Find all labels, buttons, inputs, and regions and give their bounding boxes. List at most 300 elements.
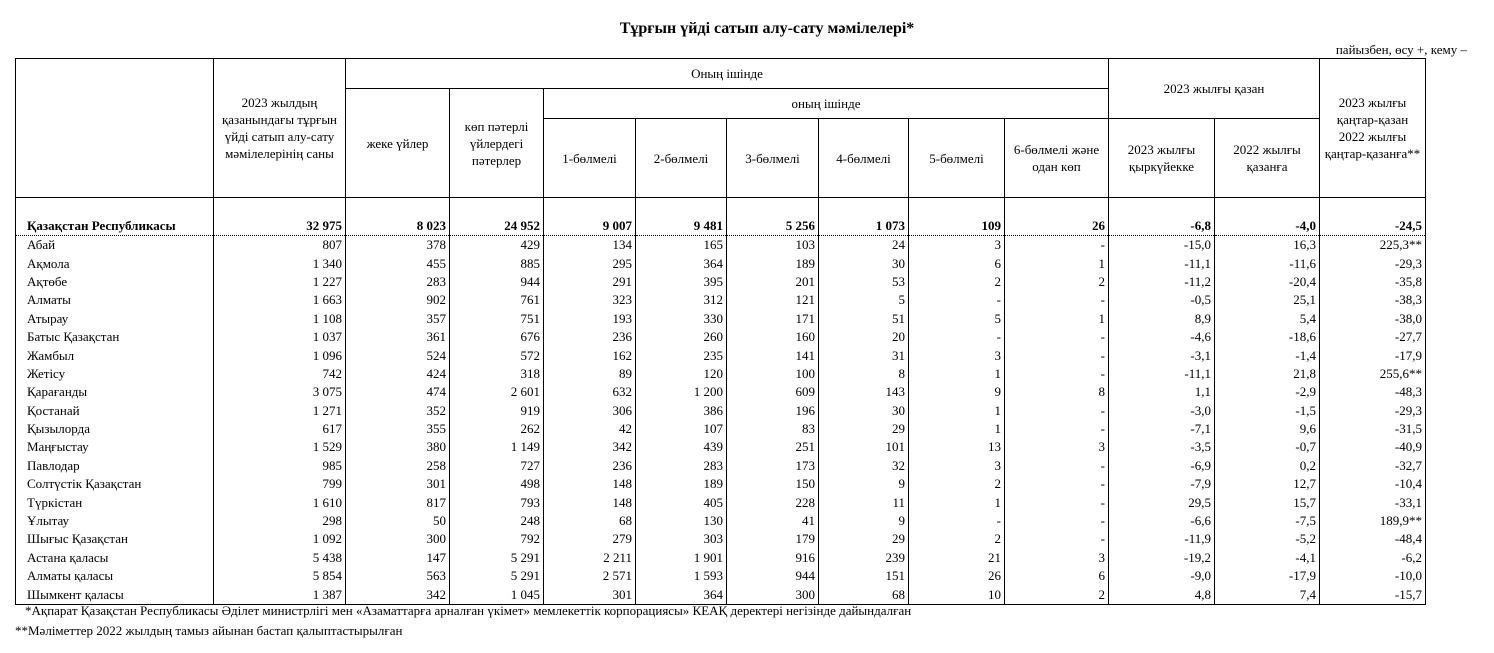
header-apartments: көп пәтерлі үйлердегі пәтерлер	[450, 89, 544, 198]
value-cell-total: 985	[214, 457, 346, 475]
value-cell-r4: 9	[819, 512, 909, 530]
value-cell-total: 1 610	[214, 493, 346, 511]
value-cell-r2: 165	[636, 236, 727, 255]
unit-note: пайызбен, өсу +, кему –	[1335, 42, 1467, 57]
value-cell-r5: 1	[909, 420, 1005, 438]
value-cell-r2: 120	[636, 365, 727, 383]
region-name-cell: Батыс Қазақстан	[16, 328, 214, 346]
value-cell-vs_oct22: -4,0	[1215, 198, 1320, 236]
value-cell-vs_oct22: -20,4	[1215, 273, 1320, 291]
value-cell-vs_oct22: -1,4	[1215, 346, 1320, 364]
value-cell-houses: 357	[346, 310, 450, 328]
value-cell-vs_oct22: 15,7	[1215, 493, 1320, 511]
value-cell-jan_oct: -29,3	[1320, 402, 1426, 420]
value-cell-r4: 239	[819, 549, 909, 567]
value-cell-vs_oct22: 25,1	[1215, 291, 1320, 309]
value-cell-r2: 395	[636, 273, 727, 291]
region-name-cell: Қостанай	[16, 402, 214, 420]
value-cell-r4: 30	[819, 402, 909, 420]
value-cell-jan_oct: -32,7	[1320, 457, 1426, 475]
value-cell-r4: 24	[819, 236, 909, 255]
value-cell-r3: 150	[727, 475, 819, 493]
value-cell-r5: 26	[909, 567, 1005, 585]
value-cell-total: 1 227	[214, 273, 346, 291]
value-cell-r1: 2 211	[544, 549, 636, 567]
value-cell-jan_oct: 225,3**	[1320, 236, 1426, 255]
header-of-which: Оның ішінде	[346, 59, 1109, 89]
table-row	[16, 567, 1426, 585]
value-cell-apartments: 1 149	[450, 438, 544, 456]
value-cell-houses: 352	[346, 402, 450, 420]
value-cell-vs_sep: 8,9	[1109, 310, 1215, 328]
value-cell-vs_sep: 4,8	[1109, 585, 1215, 604]
table-row	[16, 383, 1426, 401]
table-row-total	[16, 198, 1426, 236]
value-cell-r3: 160	[727, 328, 819, 346]
value-cell-vs_sep: 1,1	[1109, 383, 1215, 401]
value-cell-r6: -	[1005, 493, 1109, 511]
value-cell-vs_sep: -6,6	[1109, 512, 1215, 530]
page-title: Тұрғын үйді сатып алу-сату мәмілелері*	[619, 20, 915, 37]
value-cell-houses: 902	[346, 291, 450, 309]
value-cell-r3: 41	[727, 512, 819, 530]
value-cell-apartments: 751	[450, 310, 544, 328]
value-cell-apartments: 5 291	[450, 567, 544, 585]
value-cell-r3: 944	[727, 567, 819, 585]
value-cell-jan_oct: -15,7	[1320, 585, 1426, 604]
value-cell-houses: 817	[346, 493, 450, 511]
value-cell-r2: 1 200	[636, 383, 727, 401]
value-cell-houses: 455	[346, 254, 450, 272]
table-row	[16, 365, 1426, 383]
value-cell-jan_oct: -48,3	[1320, 383, 1426, 401]
value-cell-r5: 5	[909, 310, 1005, 328]
value-cell-r3: 141	[727, 346, 819, 364]
value-cell-vs_oct22: -0,7	[1215, 438, 1320, 456]
value-cell-apartments: 1 045	[450, 585, 544, 604]
value-cell-houses: 283	[346, 273, 450, 291]
value-cell-vs_sep: -7,1	[1109, 420, 1215, 438]
value-cell-apartments: 919	[450, 402, 544, 420]
value-cell-r4: 29	[819, 420, 909, 438]
header-total-deals: 2023 жылдың қазанындағы тұрғын үйді сатып алу-сату мәмілелерінің саны	[214, 59, 346, 198]
value-cell-r1: 306	[544, 402, 636, 420]
value-cell-houses: 424	[346, 365, 450, 383]
value-cell-vs_oct22: -4,1	[1215, 549, 1320, 567]
value-cell-apartments: 793	[450, 493, 544, 511]
value-cell-houses: 380	[346, 438, 450, 456]
value-cell-vs_sep: -3,0	[1109, 402, 1215, 420]
value-cell-jan_oct: 189,9**	[1320, 512, 1426, 530]
header-oct-2023: 2023 жылғы қазан	[1109, 59, 1320, 119]
value-cell-vs_sep: -3,1	[1109, 346, 1215, 364]
value-cell-total: 32 975	[214, 198, 346, 236]
value-cell-vs_oct22: 21,8	[1215, 365, 1320, 383]
value-cell-houses: 8 023	[346, 198, 450, 236]
value-cell-r6: -	[1005, 328, 1109, 346]
value-cell-r5: -	[909, 328, 1005, 346]
value-cell-r2: 1 593	[636, 567, 727, 585]
value-cell-r6: 1	[1005, 310, 1109, 328]
region-name-cell: Ақтөбе	[16, 273, 214, 291]
value-cell-r5: 6	[909, 254, 1005, 272]
value-cell-r5: 10	[909, 585, 1005, 604]
value-cell-houses: 147	[346, 549, 450, 567]
value-cell-jan_oct: -35,8	[1320, 273, 1426, 291]
value-cell-r1: 193	[544, 310, 636, 328]
value-cell-r6: -	[1005, 236, 1109, 255]
header-private-houses: жеке үйлер	[346, 89, 450, 198]
table-row	[16, 457, 1426, 475]
value-cell-r5: 3	[909, 236, 1005, 255]
value-cell-r2: 405	[636, 493, 727, 511]
region-name-cell: Шымкент қаласы	[16, 585, 214, 604]
header-rooms-4: 4-бөлмелі	[819, 119, 909, 198]
value-cell-r4: 29	[819, 530, 909, 548]
value-cell-vs_oct22: -7,5	[1215, 512, 1320, 530]
header-vs-sep-2023: 2023 жылғы қыркүйекке	[1109, 119, 1215, 198]
value-cell-jan_oct: -17,9	[1320, 346, 1426, 364]
value-cell-r2: 330	[636, 310, 727, 328]
value-cell-total: 1 092	[214, 530, 346, 548]
value-cell-total: 5 854	[214, 567, 346, 585]
value-cell-apartments: 248	[450, 512, 544, 530]
value-cell-total: 298	[214, 512, 346, 530]
table-body	[16, 198, 1426, 605]
value-cell-apartments: 885	[450, 254, 544, 272]
value-cell-r5: 2	[909, 475, 1005, 493]
value-cell-r4: 30	[819, 254, 909, 272]
value-cell-vs_sep: -15,0	[1109, 236, 1215, 255]
value-cell-total: 3 075	[214, 383, 346, 401]
value-cell-r2: 364	[636, 254, 727, 272]
value-cell-r1: 236	[544, 457, 636, 475]
value-cell-vs_sep: -11,2	[1109, 273, 1215, 291]
value-cell-r2: 364	[636, 585, 727, 604]
value-cell-r1: 9 007	[544, 198, 636, 236]
header-of-which-sub: оның ішінде	[544, 89, 1109, 119]
data-footnote: **Мәліметтер 2022 жылдың тамыз айынан бастап қалыптастырылған	[15, 623, 403, 638]
value-cell-r4: 143	[819, 383, 909, 401]
value-cell-r5: 2	[909, 273, 1005, 291]
table-row	[16, 530, 1426, 548]
value-cell-apartments: 2 601	[450, 383, 544, 401]
value-cell-r6: -	[1005, 420, 1109, 438]
value-cell-vs_oct22: -18,6	[1215, 328, 1320, 346]
value-cell-r3: 916	[727, 549, 819, 567]
value-cell-r3: 196	[727, 402, 819, 420]
value-cell-vs_sep: -19,2	[1109, 549, 1215, 567]
value-cell-r3: 189	[727, 254, 819, 272]
value-cell-r3: 100	[727, 365, 819, 383]
value-cell-apartments: 792	[450, 530, 544, 548]
value-cell-jan_oct: -24,5	[1320, 198, 1426, 236]
value-cell-r2: 312	[636, 291, 727, 309]
value-cell-apartments: 429	[450, 236, 544, 255]
value-cell-r3: 173	[727, 457, 819, 475]
region-name-cell: Қазақстан Республикасы	[16, 198, 214, 236]
value-cell-houses: 300	[346, 530, 450, 548]
value-cell-r6: -	[1005, 512, 1109, 530]
value-cell-total: 1 108	[214, 310, 346, 328]
value-cell-houses: 355	[346, 420, 450, 438]
value-cell-r6: -	[1005, 530, 1109, 548]
region-name-cell: Қарағанды	[16, 383, 214, 401]
value-cell-vs_sep: -11,9	[1109, 530, 1215, 548]
value-cell-vs_sep: -3,5	[1109, 438, 1215, 456]
header-vs-oct-2022: 2022 жылғы қазанға	[1215, 119, 1320, 198]
value-cell-r5: -	[909, 512, 1005, 530]
value-cell-jan_oct: -48,4	[1320, 530, 1426, 548]
value-cell-r2: 439	[636, 438, 727, 456]
value-cell-total: 617	[214, 420, 346, 438]
value-cell-r3: 83	[727, 420, 819, 438]
region-name-cell: Түркістан	[16, 493, 214, 511]
value-cell-total: 5 438	[214, 549, 346, 567]
value-cell-r4: 32	[819, 457, 909, 475]
region-name-cell: Атырау	[16, 310, 214, 328]
value-cell-r4: 53	[819, 273, 909, 291]
table-row	[16, 310, 1426, 328]
value-cell-jan_oct: 255,6**	[1320, 365, 1426, 383]
value-cell-houses: 301	[346, 475, 450, 493]
table-row	[16, 549, 1426, 567]
value-cell-apartments: 24 952	[450, 198, 544, 236]
value-cell-r1: 89	[544, 365, 636, 383]
value-cell-r4: 51	[819, 310, 909, 328]
value-cell-apartments: 676	[450, 328, 544, 346]
value-cell-r5: 13	[909, 438, 1005, 456]
region-name-cell: Шығыс Қазақстан	[16, 530, 214, 548]
value-cell-r3: 5 256	[727, 198, 819, 236]
region-name-cell: Солтүстік Қазақстан	[16, 475, 214, 493]
value-cell-r2: 303	[636, 530, 727, 548]
value-cell-r3: 171	[727, 310, 819, 328]
value-cell-r2: 235	[636, 346, 727, 364]
value-cell-total: 1 663	[214, 291, 346, 309]
value-cell-houses: 563	[346, 567, 450, 585]
table-row	[16, 328, 1426, 346]
value-cell-r1: 295	[544, 254, 636, 272]
value-cell-houses: 378	[346, 236, 450, 255]
value-cell-r3: 121	[727, 291, 819, 309]
region-name-cell: Жамбыл	[16, 346, 214, 364]
value-cell-vs_oct22: -17,9	[1215, 567, 1320, 585]
value-cell-vs_oct22: 9,6	[1215, 420, 1320, 438]
value-cell-r3: 300	[727, 585, 819, 604]
region-name-cell: Алматы қаласы	[16, 567, 214, 585]
value-cell-r4: 68	[819, 585, 909, 604]
value-cell-r2: 386	[636, 402, 727, 420]
value-cell-vs_sep: 29,5	[1109, 493, 1215, 511]
value-cell-total: 807	[214, 236, 346, 255]
header-jan-oct: 2023 жылғы қаңтар-қазан 2022 жылғы қаңтар-қазанға**	[1320, 59, 1426, 198]
region-name-cell: Жетісу	[16, 365, 214, 383]
value-cell-r3: 228	[727, 493, 819, 511]
value-cell-r1: 2 571	[544, 567, 636, 585]
region-name-cell: Ұлытау	[16, 512, 214, 530]
value-cell-vs_oct22: 7,4	[1215, 585, 1320, 604]
value-cell-total: 1 340	[214, 254, 346, 272]
value-cell-vs_oct22: -2,9	[1215, 383, 1320, 401]
value-cell-r5: 2	[909, 530, 1005, 548]
value-cell-apartments: 318	[450, 365, 544, 383]
region-name-cell: Астана қаласы	[16, 549, 214, 567]
source-footnote: *Ақпарат Қазақстан Республикасы Әділет министрлігі мен «Азаматтарға арналған үкімет» мемлекеттік корпорациясы» КЕАҚ деректері негізінде дайындалған	[25, 603, 912, 618]
value-cell-r4: 8	[819, 365, 909, 383]
table-row	[16, 475, 1426, 493]
region-name-cell: Абай	[16, 236, 214, 255]
value-cell-vs_sep: -11,1	[1109, 365, 1215, 383]
value-cell-jan_oct: -10,0	[1320, 567, 1426, 585]
value-cell-r1: 342	[544, 438, 636, 456]
table-row	[16, 438, 1426, 456]
value-cell-vs_oct22: -11,6	[1215, 254, 1320, 272]
table-row	[16, 291, 1426, 309]
value-cell-jan_oct: -6,2	[1320, 549, 1426, 567]
header-rooms-1: 1-бөлмелі	[544, 119, 636, 198]
value-cell-houses: 524	[346, 346, 450, 364]
value-cell-r6: 3	[1005, 549, 1109, 567]
value-cell-r1: 148	[544, 475, 636, 493]
value-cell-apartments: 761	[450, 291, 544, 309]
value-cell-r3: 609	[727, 383, 819, 401]
value-cell-apartments: 572	[450, 346, 544, 364]
value-cell-vs_oct22: 0,2	[1215, 457, 1320, 475]
value-cell-r1: 291	[544, 273, 636, 291]
table-row	[16, 493, 1426, 511]
value-cell-r6: 26	[1005, 198, 1109, 236]
table-row	[16, 512, 1426, 530]
value-cell-r1: 68	[544, 512, 636, 530]
value-cell-r5: 3	[909, 346, 1005, 364]
header-rooms-5: 5-бөлмелі	[909, 119, 1005, 198]
housing-deals-table	[15, 58, 1426, 605]
value-cell-r1: 236	[544, 328, 636, 346]
value-cell-jan_oct: -33,1	[1320, 493, 1426, 511]
value-cell-r5: 109	[909, 198, 1005, 236]
value-cell-r3: 179	[727, 530, 819, 548]
value-cell-jan_oct: -27,7	[1320, 328, 1426, 346]
region-name-cell: Маңғыстау	[16, 438, 214, 456]
header-region	[16, 59, 214, 198]
value-cell-r4: 101	[819, 438, 909, 456]
value-cell-r3: 201	[727, 273, 819, 291]
value-cell-jan_oct: -40,9	[1320, 438, 1426, 456]
value-cell-r6: -	[1005, 402, 1109, 420]
value-cell-r2: 260	[636, 328, 727, 346]
value-cell-r6: -	[1005, 365, 1109, 383]
value-cell-houses: 342	[346, 585, 450, 604]
value-cell-r1: 134	[544, 236, 636, 255]
value-cell-vs_oct22: -1,5	[1215, 402, 1320, 420]
value-cell-r3: 251	[727, 438, 819, 456]
value-cell-r5: 9	[909, 383, 1005, 401]
table-row	[16, 273, 1426, 291]
value-cell-r4: 9	[819, 475, 909, 493]
value-cell-r1: 162	[544, 346, 636, 364]
value-cell-r4: 31	[819, 346, 909, 364]
header-rooms-2: 2-бөлмелі	[636, 119, 727, 198]
value-cell-r6: 1	[1005, 254, 1109, 272]
value-cell-apartments: 944	[450, 273, 544, 291]
value-cell-total: 1 096	[214, 346, 346, 364]
value-cell-r2: 283	[636, 457, 727, 475]
value-cell-total: 1 529	[214, 438, 346, 456]
value-cell-r5: 1	[909, 493, 1005, 511]
value-cell-r6: 8	[1005, 383, 1109, 401]
value-cell-r4: 20	[819, 328, 909, 346]
value-cell-r5: 3	[909, 457, 1005, 475]
value-cell-r5: 1	[909, 402, 1005, 420]
value-cell-apartments: 727	[450, 457, 544, 475]
value-cell-r2: 1 901	[636, 549, 727, 567]
value-cell-vs_sep: -0,5	[1109, 291, 1215, 309]
value-cell-r6: 2	[1005, 585, 1109, 604]
value-cell-apartments: 262	[450, 420, 544, 438]
value-cell-r6: -	[1005, 475, 1109, 493]
value-cell-r1: 301	[544, 585, 636, 604]
value-cell-vs_oct22: 12,7	[1215, 475, 1320, 493]
value-cell-vs_sep: -9,0	[1109, 567, 1215, 585]
value-cell-r1: 148	[544, 493, 636, 511]
value-cell-apartments: 498	[450, 475, 544, 493]
value-cell-houses: 258	[346, 457, 450, 475]
value-cell-r2: 189	[636, 475, 727, 493]
table-row	[16, 236, 1426, 255]
value-cell-r1: 632	[544, 383, 636, 401]
table-row	[16, 585, 1426, 604]
value-cell-r5: -	[909, 291, 1005, 309]
value-cell-r2: 130	[636, 512, 727, 530]
value-cell-r6: -	[1005, 457, 1109, 475]
value-cell-jan_oct: -31,5	[1320, 420, 1426, 438]
header-rooms-6plus: 6-бөлмелі және одан көп	[1005, 119, 1109, 198]
value-cell-apartments: 5 291	[450, 549, 544, 567]
value-cell-r4: 1 073	[819, 198, 909, 236]
value-cell-vs_oct22: 5,4	[1215, 310, 1320, 328]
value-cell-vs_sep: -11,1	[1109, 254, 1215, 272]
value-cell-total: 1 271	[214, 402, 346, 420]
value-cell-vs_sep: -6,9	[1109, 457, 1215, 475]
value-cell-houses: 474	[346, 383, 450, 401]
value-cell-r4: 5	[819, 291, 909, 309]
value-cell-jan_oct: -29,3	[1320, 254, 1426, 272]
value-cell-r6: -	[1005, 346, 1109, 364]
value-cell-r2: 107	[636, 420, 727, 438]
table-row	[16, 254, 1426, 272]
value-cell-r6: 2	[1005, 273, 1109, 291]
region-name-cell: Ақмола	[16, 254, 214, 272]
value-cell-vs_oct22: -5,2	[1215, 530, 1320, 548]
value-cell-houses: 361	[346, 328, 450, 346]
value-cell-r5: 21	[909, 549, 1005, 567]
region-name-cell: Павлодар	[16, 457, 214, 475]
value-cell-r6: 3	[1005, 438, 1109, 456]
value-cell-jan_oct: -38,3	[1320, 291, 1426, 309]
table-row	[16, 402, 1426, 420]
value-cell-r5: 1	[909, 365, 1005, 383]
value-cell-vs_sep: -6,8	[1109, 198, 1215, 236]
value-cell-total: 1 037	[214, 328, 346, 346]
table-row	[16, 346, 1426, 364]
region-name-cell: Қызылорда	[16, 420, 214, 438]
value-cell-total: 1 387	[214, 585, 346, 604]
value-cell-vs_oct22: 16,3	[1215, 236, 1320, 255]
value-cell-r3: 103	[727, 236, 819, 255]
region-name-cell: Алматы	[16, 291, 214, 309]
value-cell-r1: 42	[544, 420, 636, 438]
